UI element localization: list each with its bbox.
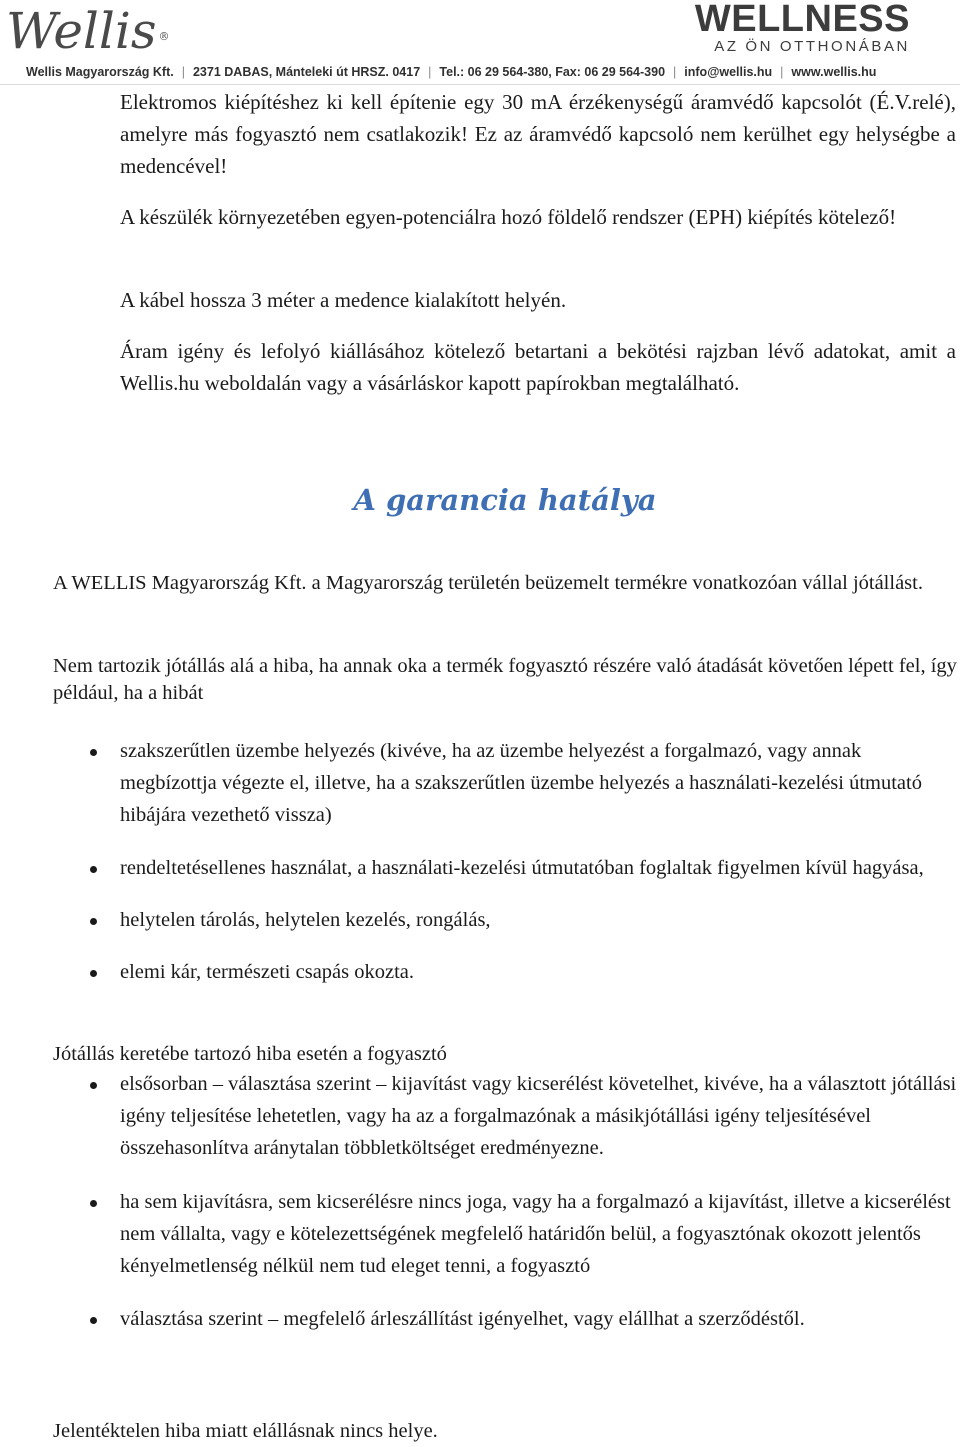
brand-title: WELLNESS xyxy=(694,0,910,40)
list-item xyxy=(53,904,958,936)
contact-separator: | xyxy=(428,65,432,79)
section-heading: A garancia hatálya xyxy=(353,483,657,517)
list-item-text: elsősorban – választása szerint – kijavítást vagy kicserélést követelhet, kivéve, ha a választott jótállási igény teljesítése lehetetlen, vagy ha az a forgalmazónak a másikjótállási igény teljesítésével összehasonlítva aránytalan többletköltséget eredményezne. xyxy=(120,1073,957,1159)
bullet-icon xyxy=(90,1082,97,1089)
contact-separator: | xyxy=(780,65,784,79)
rights-intro: Jótállás keretébe tartozó hiba esetén a fogyasztó xyxy=(53,1043,447,1065)
intro-paragraph: A kábel hossza 3 méter a medence kialakított helyén. xyxy=(120,288,567,312)
contact-phone: Tel.: 06 29 564-380, Fax: 06 29 564-390 xyxy=(439,65,666,79)
list-item-text: ha sem kijavításra, sem kicserélésre nincs joga, vagy ha a forgalmazó a kijavítást, illetve a kicserélést nem vállalta, vagy e kötelezettségének megfelelő határidőn belül, a fogyasztónak okozott jelentős kényelmetlenség nélkül nem tud eleget tenni, a fogyasztó xyxy=(120,1191,951,1277)
list-item-text: elemi kár, természeti csapás okozta. xyxy=(120,961,415,983)
contact-company: Wellis Magyarország Kft. xyxy=(26,65,174,79)
bullet-icon xyxy=(90,866,97,873)
closing-sentence: Jelentéktelen hiba miatt elállásnak nincs helye. xyxy=(53,1420,438,1442)
list-item xyxy=(53,956,958,988)
bullet-icon xyxy=(90,1200,97,1207)
bullet-icon xyxy=(90,1317,97,1324)
contact-bar xyxy=(26,64,926,80)
intro-paragraph: A készülék környezetében egyen-potenciálra hozó földelő rendszer (EPH) kiépítés kötelező! xyxy=(120,205,897,229)
list-item xyxy=(53,1068,958,1164)
exclusion-list xyxy=(53,735,958,988)
header-divider xyxy=(0,84,960,85)
wellis-logo xyxy=(6,0,168,62)
contact-separator: | xyxy=(673,65,677,79)
list-item xyxy=(53,852,958,884)
bullet-icon xyxy=(90,918,97,925)
intro-paragraph: Elektromos kiépítéshez ki kell építenie egy 30 mA érzékenységű áramvédő kapcsolót (É.V.relé), amelyre más fogyasztó nem csatlakozik! Ez az áramvédő kapcsoló nem kerülhet egy helységbe a medencével! xyxy=(120,90,956,178)
contact-web: www.wellis.hu xyxy=(791,65,877,79)
contact-address: 2371 DABAS, Mánteleki út HRSZ. 0417 xyxy=(192,65,421,79)
intro-paragraph: Áram igény és lefolyó kiállásához kötelező betartani a bekötési rajzban lévő adatokat, amit a Wellis.hu weboldalán vagy a vásárláskor kapott papírokban megtalálható. xyxy=(120,339,956,395)
exclusion-intro: Nem tartozik jótállás alá a hiba, ha annak oka a termék fogyasztó részére való átadását követően lépett fel, így például, ha a hibát xyxy=(53,655,957,704)
bullet-icon xyxy=(90,749,97,756)
logo-text: Wellis xyxy=(6,2,157,60)
bullet-icon xyxy=(90,970,97,977)
list-item-text: rendeltetésellenes használat, a használati-kezelési útmutatóban foglaltak figyelmen kívül hagyása, xyxy=(120,857,924,879)
brand-block xyxy=(695,0,910,56)
list-item-text: választása szerint – megfelelő árleszállítást igényelhet, vagy elállhat a szerződéstől. xyxy=(120,1308,805,1330)
registered-mark: ® xyxy=(158,30,170,43)
list-item-text: szakszerűtlen üzembe helyezés (kivéve, ha az üzembe helyezést a forgalmazó, vagy annak megbízottja végezte el, illetve, ha a szakszerűtlen üzembe helyezés a használati-kezelési útmutató hibájára vezethető vissza) xyxy=(120,740,922,826)
list-item xyxy=(53,1303,958,1335)
list-item xyxy=(53,1186,958,1282)
rights-list xyxy=(53,1068,958,1335)
list-item xyxy=(53,735,958,831)
contact-separator: | xyxy=(181,65,185,79)
list-item-text: helytelen tárolás, helytelen kezelés, rongálás, xyxy=(120,909,491,931)
warranty-intro: A WELLIS Magyarország Kft. a Magyarország területén beüzemelt termékre vonatkozóan vállal jótállást. xyxy=(53,572,923,594)
contact-email: info@wellis.hu xyxy=(684,65,773,79)
brand-subtitle: AZ ÖN OTTHONÁBAN xyxy=(714,38,910,55)
